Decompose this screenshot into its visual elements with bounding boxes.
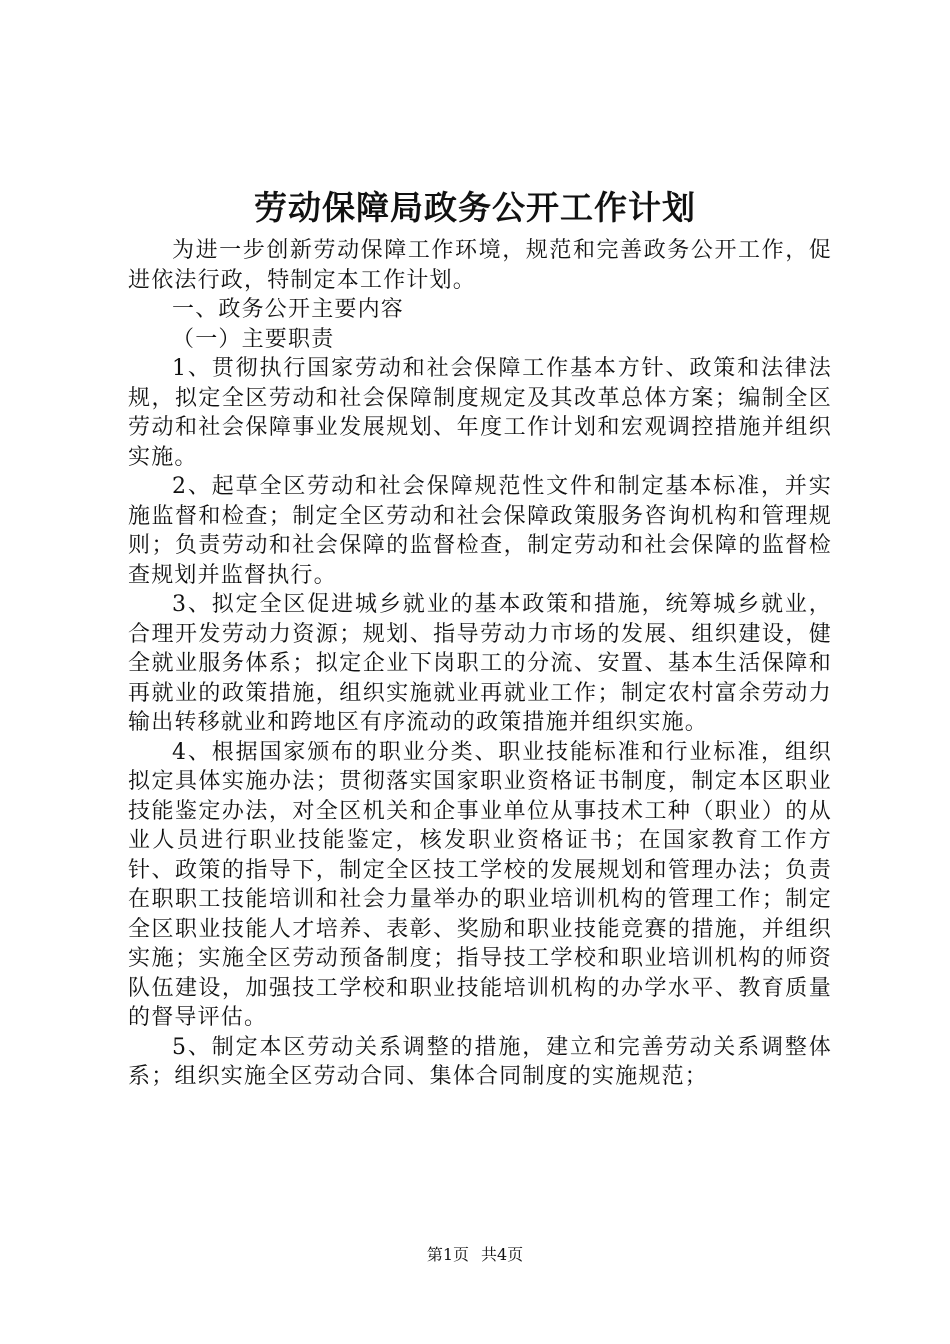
duty-item-3: 3、拟定全区促进城乡就业的基本政策和措施，统筹城乡就业，合理开发劳动力资源；规划、指导劳动力市场的发展、组织建设，健全就业服务体系；拟定企业下岗职工的分流、安置、基本生活保障和再就业的政策措施，组织实施就业再就业工作；制定农村富余劳动力输出转移就业和跨地区有序流动的政策措施并组织实施。 — [128, 592, 832, 735]
page-total: 共4页 — [481, 1245, 524, 1264]
document-title: 劳动保障局政务公开工作计划 — [254, 188, 696, 227]
page-footer — [0, 1244, 950, 1266]
duty-item-2: 2、起草全区劳动和社会保障规范性文件和制定基本标准，并实施监督和检查；制定全区劳动和社会保障政策服务咨询机构和管理规则；负责劳动和社会保障的监督检查，制定劳动和社会保障的监督检查规划并监督执行。 — [128, 474, 832, 588]
duty-item-4: 4、根据国家颁布的职业分类、职业技能标准和行业标准，组织拟定具体实施办法；贯彻落实国家职业资格证书制度，制定本区职业技能鉴定办法，对全区机关和企事业单位从事技术工种（职业）的从业人员进行职业技能鉴定，核发职业资格证书；在国家教育工作方针、政策的指导下，制定全区技工学校的发展规划和管理办法；负责在职职工技能培训和社会力量举办的职业培训机构的管理工作；制定全区职业技能人才培养、表彰、奖励和职业技能竞赛的措施，并组织实施；实施全区劳动预备制度；指导技工学校和职业培训机构的师资队伍建设，加强技工学校和职业技能培训机构的办学水平、教育质量的督导评估。 — [128, 739, 832, 1030]
section-heading: 一、政务公开主要内容 — [172, 297, 405, 322]
page-number: 第1页 — [426, 1245, 469, 1264]
intro-paragraph: 为进一步创新劳动保障工作环境，规范和完善政务公开工作，促进依法行政，特制定本工作计划。 — [128, 238, 832, 293]
subsection-heading: （一）主要职责 — [172, 326, 335, 352]
duty-item-5: 5、制定本区劳动关系调整的措施，建立和完善劳动关系调整体系；组织实施全区劳动合同、集体合同制度的实施规范； — [128, 1034, 832, 1089]
duty-item-1: 1、贯彻执行国家劳动和社会保障工作基本方针、政策和法律法规，拟定全区劳动和社会保障制度规定及其改革总体方案；编制全区劳动和社会保障事业发展规划、年度工作计划和宏观调控措施并组织实施。 — [128, 356, 832, 470]
document-body — [128, 236, 832, 1092]
